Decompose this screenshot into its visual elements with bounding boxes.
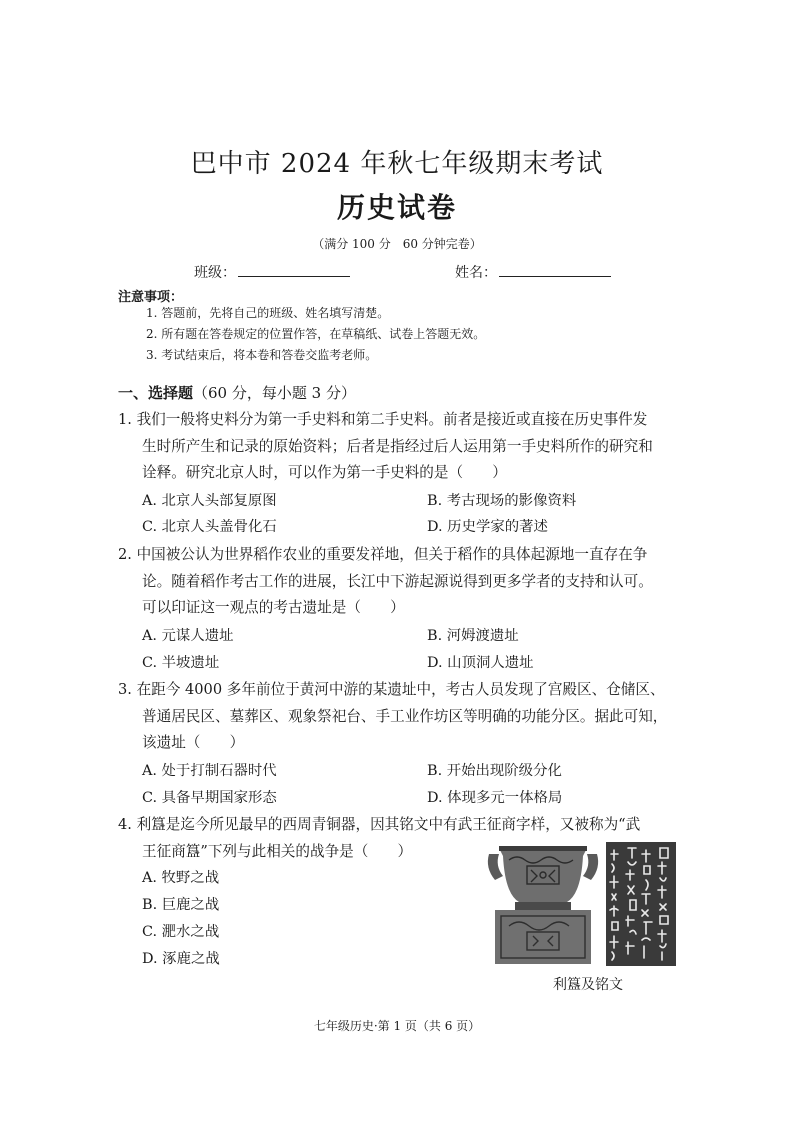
section-heading: [118, 382, 356, 403]
question-3-line: 3. 在距今 4000 多年前位于黄河中游的某遗址中，考古人员发现了宫殿区、仓储区、: [118, 681, 665, 698]
question-3-option-b: B. 开始出现阶级分化: [427, 763, 562, 779]
question-3-option-d: D. 体现多元一体格局: [427, 790, 563, 806]
question-4-line: 王征商簋”下列与此相关的战争是（ ）: [142, 843, 413, 860]
question-2-line: 论。随着稻作考古工作的进展，长江中下游起源说得到更多学者的支持和认可。: [142, 573, 653, 590]
question-4-option-d: D. 涿鹿之战: [142, 951, 220, 967]
question-1-line: 1. 我们一般将史料分为第一手史料和第二手史料。前者是接近或直接在历史事件发: [118, 411, 648, 428]
question-1-option-a: A. 北京人头部复原图: [142, 493, 277, 509]
question-1-option-d: D. 历史学家的著述: [427, 519, 548, 535]
question-3-line: 普通居民区、墓葬区、观象祭祀台、手工业作坊区等明确的功能分区。据此可知，: [142, 708, 668, 725]
question-3-option-c: C. 具备早期国家形态: [142, 790, 277, 806]
question-2-option-b: B. 河姆渡遗址: [427, 628, 519, 644]
li-gui-bronze-image: [483, 842, 603, 966]
class-blank-line: [238, 264, 350, 277]
question-4-option-c: C. 淝水之战: [142, 924, 220, 940]
score-note: （满分 100 分 60 分钟完卷）: [312, 237, 482, 251]
name-field: [455, 262, 611, 282]
question-4-line: 4. 利簋是迄今所见最早的西周青铜器，因其铭文中有武王征商字样，又被称为“武: [118, 816, 641, 833]
question-1-line: 诠释。研究北京人时，可以作为第一手史料的是（ ）: [142, 464, 507, 481]
section-meta: （60 分，每小题 3 分）: [193, 384, 356, 402]
question-1-option-c: C. 北京人头盖骨化石: [142, 519, 277, 535]
question-4-option-a: A. 牧野之战: [142, 870, 220, 886]
question-3-option-a: A. 处于打制石器时代: [142, 763, 277, 779]
exam-title: 巴中市 2024 年秋七年级期末考试: [190, 149, 604, 179]
note-item: 1. 答题前，先将自己的班级、姓名填写清楚。: [146, 306, 390, 320]
name-blank-line: [499, 264, 611, 277]
question-1-option-b: B. 考古现场的影像资料: [427, 493, 577, 509]
question-1-line: 生时所产生和记录的原始资料；后者是指经过后人运用第一手史料所作的研究和: [142, 438, 653, 455]
question-2-line: 可以印证这一观点的考古遗址是（ ）: [142, 599, 405, 616]
question-2-option-a: A. 元谋人遗址: [142, 628, 234, 644]
notes-heading: 注意事项：: [118, 290, 184, 305]
question-2-option-c: C. 半坡遗址: [142, 655, 220, 671]
class-label: 班级：: [194, 265, 236, 281]
name-label: 姓名：: [455, 265, 497, 281]
question-2-line: 2. 中国被公认为世界稻作农业的重要发祥地，但关于稻作的具体起源地一直存在争: [118, 546, 648, 563]
subject-title: 历史试卷: [336, 191, 457, 224]
question-2-option-d: D. 山顶洞人遗址: [427, 655, 534, 671]
class-field: [194, 262, 350, 282]
section-title: 一、选择题: [118, 384, 194, 402]
question-3-line: 该遗址（ ）: [142, 734, 245, 751]
note-item: 3. 考试结束后，将本卷和答卷交监考老师。: [146, 348, 378, 362]
figure-caption: 利簋及铭文: [553, 977, 623, 993]
note-item: 2. 所有题在答卷规定的位置作答，在草稿纸、试卷上答题无效。: [146, 327, 486, 341]
inscription-rubbing-image: [606, 842, 676, 966]
question-4-option-b: B. 巨鹿之战: [142, 897, 220, 913]
page-footer: 七年级历史·第 1 页（共 6 页）: [313, 1019, 481, 1033]
